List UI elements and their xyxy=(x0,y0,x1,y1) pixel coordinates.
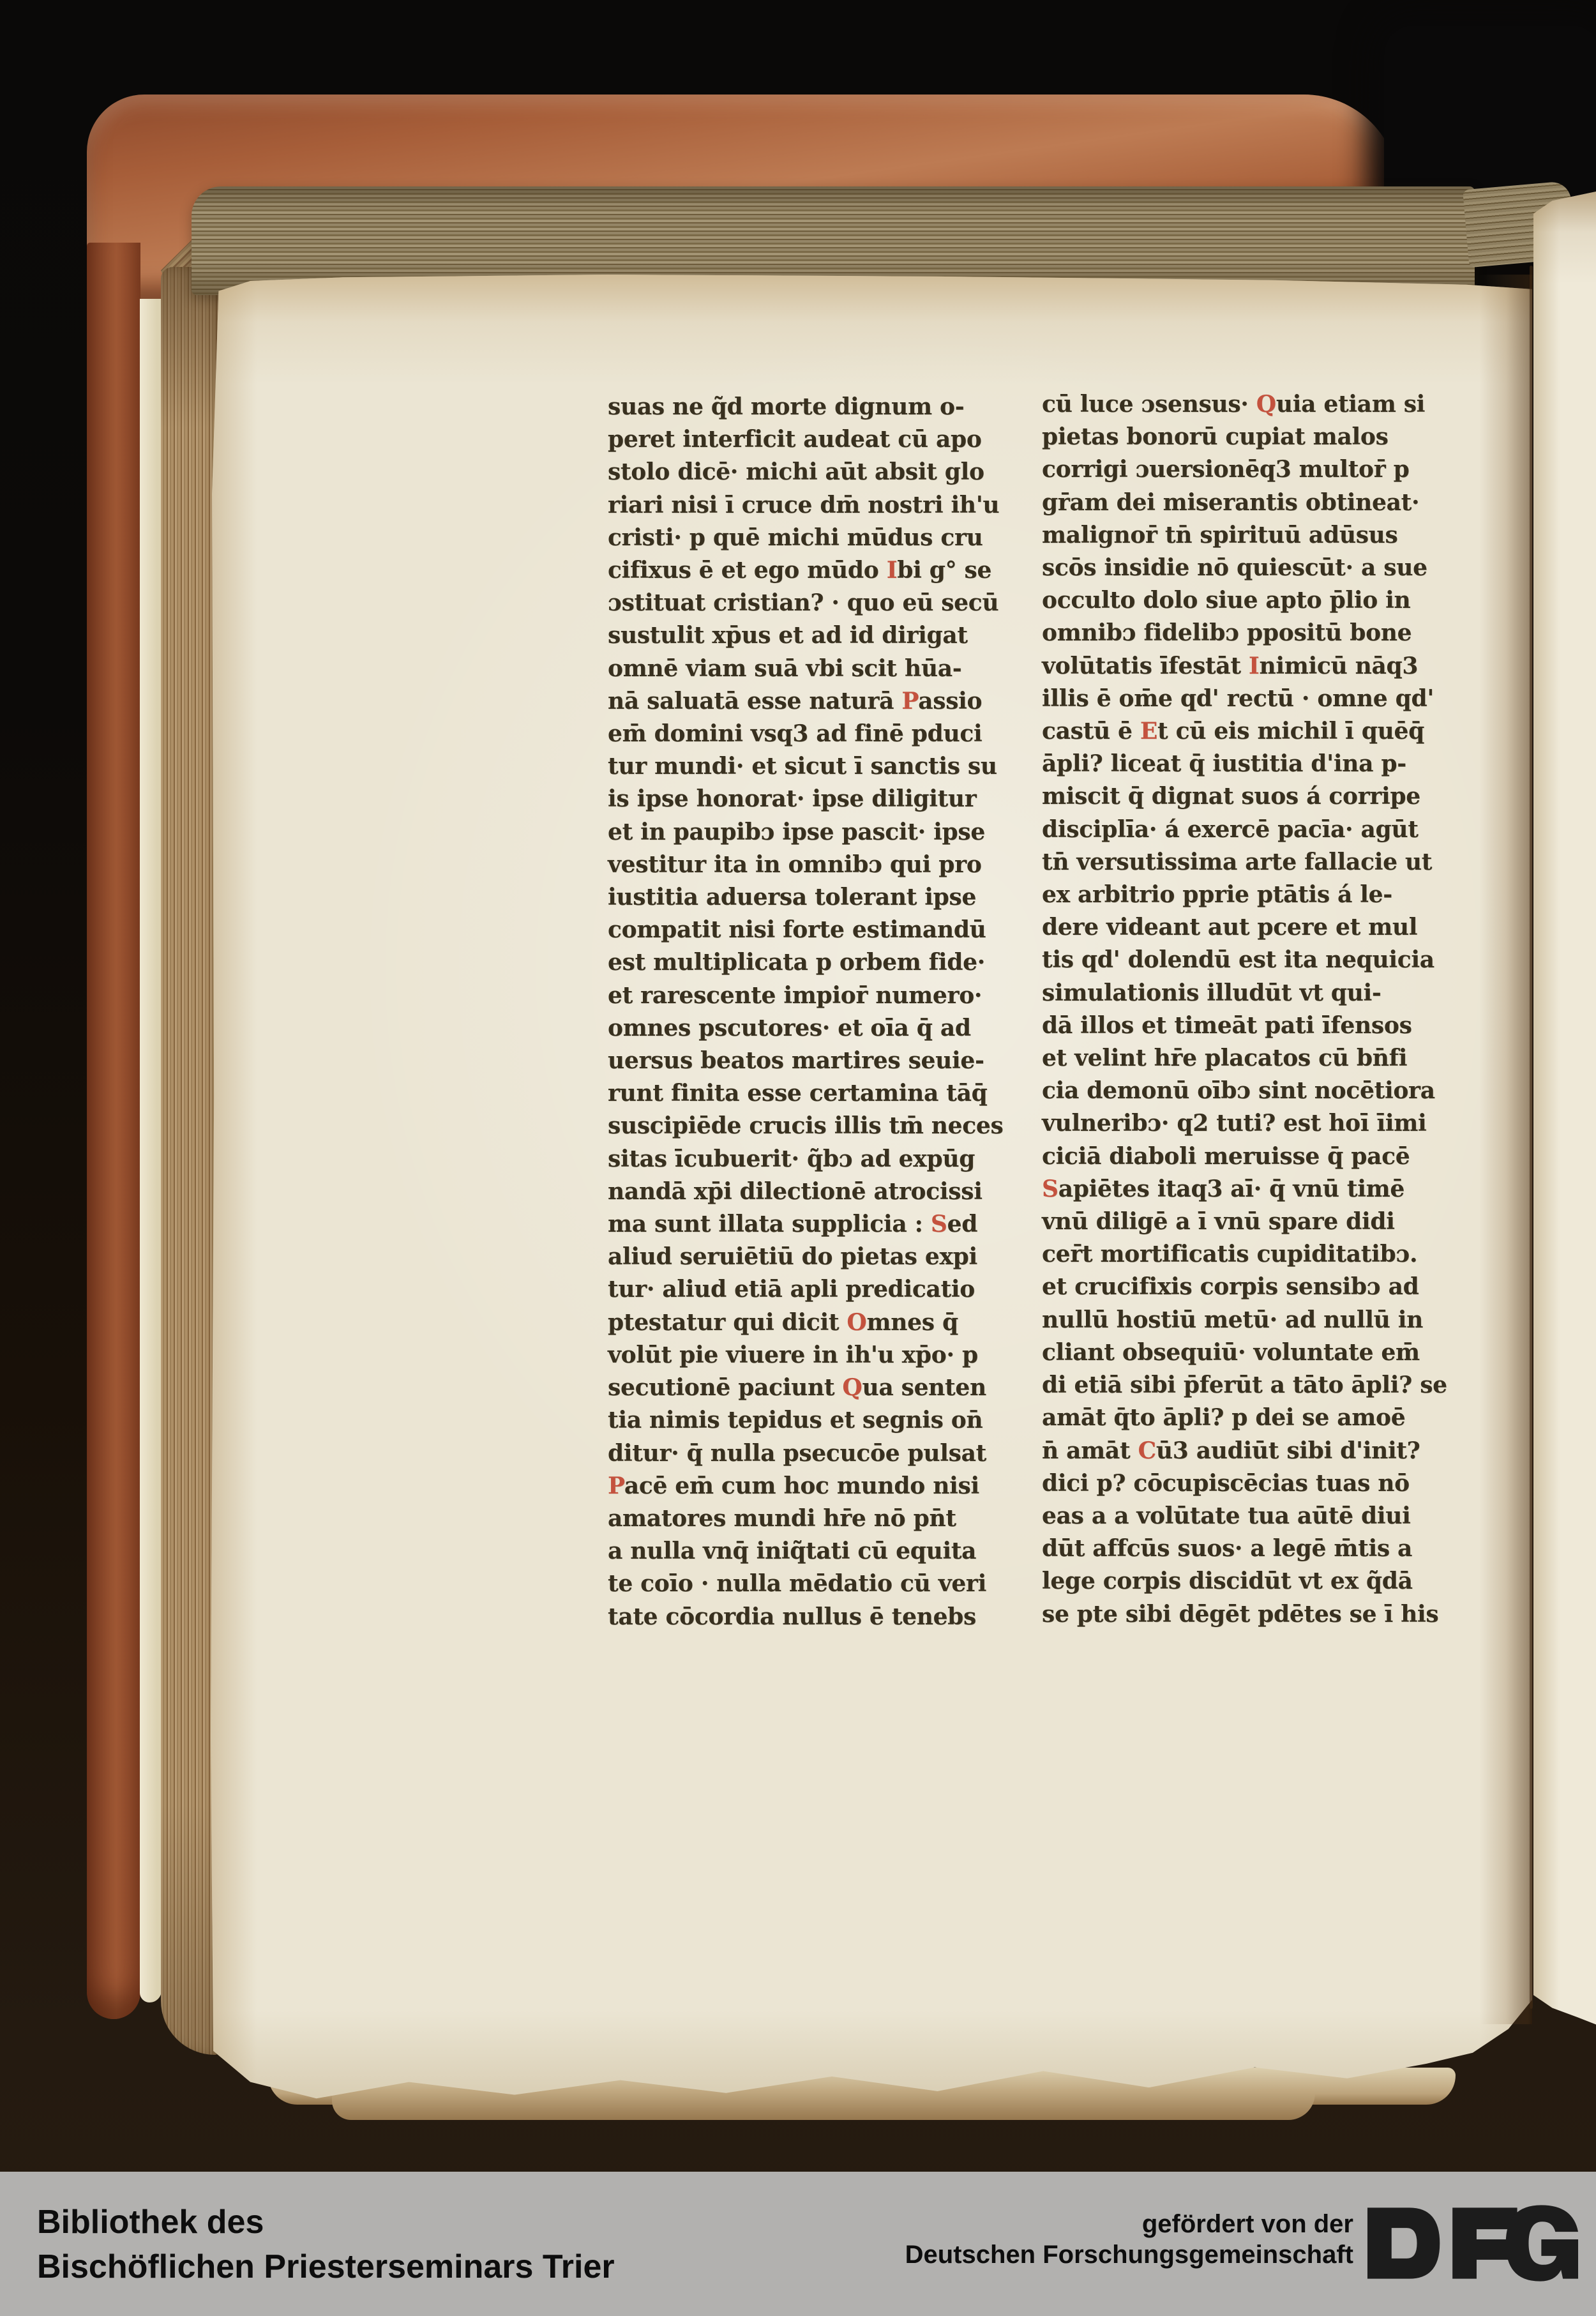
manuscript-text-line: nullū hostiū metū· ad nullū in xyxy=(1042,1306,1424,1333)
manuscript-text-line: cifixus ē et ego mūdo Ibi g° se xyxy=(608,557,992,584)
manuscript-text-line: ɔstituat cristian? · quo eū secū xyxy=(608,589,999,617)
dfg-logo xyxy=(1365,2204,1581,2283)
manuscript-text-line: n̄ amāt Cū3 audiūt sibi d'init? xyxy=(1042,1437,1420,1464)
manuscript-text-line: vnū diligē a ī vnū spare didi xyxy=(1042,1208,1395,1236)
rubricated-initial: S xyxy=(1042,1175,1058,1202)
text-column-left xyxy=(608,391,1004,1633)
endpaper-edge xyxy=(140,299,162,2002)
manuscript-text-line: Sapiētes itaq3 aī· q̄ vnū timē xyxy=(1042,1175,1404,1202)
manuscript-text-line: omnē viam suā vbi scit hūa- xyxy=(608,655,962,682)
manuscript-text-line: tur· aliud etiā apli predicatio xyxy=(608,1276,975,1303)
manuscript-text-line: ex arbitrio pprie ptātis á le- xyxy=(1042,881,1392,909)
manuscript-text-line: riari nisi ī cruce dm̄ nostri ih'u xyxy=(608,491,1000,518)
rubricated-initial: Q xyxy=(1256,391,1276,418)
manuscript-text-line: et velint hr̄e placatos cū bn̄fi xyxy=(1042,1045,1408,1072)
manuscript-text-line: volūtatis īfestāt Inimicū nāq3 xyxy=(1042,652,1419,679)
manuscript-text-line: dere videant aut pcere et mul xyxy=(1042,914,1418,941)
gutter-shadow xyxy=(1480,275,1532,2024)
manuscript-text-line: dici p? cōcupiscēcias tuas nō xyxy=(1042,1469,1410,1497)
manuscript-text-line: te coīo · nulla mēdatio cū veri xyxy=(608,1570,986,1598)
manuscript-text-line: āpli? liceat q̄ iustitia d'ina p- xyxy=(1042,750,1406,778)
manuscript-text-line: pietas bonorū cupiat malos xyxy=(1042,423,1389,451)
manuscript-text-line: amatores mundi hr̄e nō pn̄t xyxy=(608,1504,956,1532)
manuscript-text-line: cer̄t mortificatis cupiditatibɔ. xyxy=(1042,1241,1418,1268)
manuscript-text-line: lege corpis discidūt vt ex q̃dā xyxy=(1042,1568,1413,1595)
rubricated-initial: E xyxy=(1140,718,1158,745)
manuscript-text-line: ptestatur qui dicit Omnes q̄ xyxy=(608,1308,958,1336)
manuscript-text-line: peret interficit audeat cū apo xyxy=(608,426,982,453)
manuscript-text-line: castū ē Et cū eis michil ī quēq̄ xyxy=(1042,718,1424,745)
manuscript-text-line: tia nimis tepidus et segnis on̄ xyxy=(608,1407,983,1434)
manuscript-text-line: tn̄ versutissima arte fallacie ut xyxy=(1042,848,1433,875)
library-name-line1: Bibliothek des xyxy=(37,2204,264,2241)
manuscript-text-line: volūt pie viuere in ih'u xp̄o· p xyxy=(608,1341,978,1368)
funding-credit-line1: gefördert von der xyxy=(1141,2210,1353,2238)
dfg-logo-graphic xyxy=(1365,2204,1581,2283)
manuscript-text-line: cū luce ɔsensus· Quia etiam si xyxy=(1042,391,1426,418)
manuscript-text-line: aliud seruiētiū do pietas expi xyxy=(608,1243,977,1271)
manuscript-text-line: est multiplicata p orbem fide· xyxy=(608,949,985,976)
manuscript-text-line: Pacē em̄ cum hoc mundo nisi xyxy=(608,1472,979,1499)
manuscript-text-line: tur mundi· et sicut ī sanctis su xyxy=(608,753,997,780)
manuscript-text-line: ciciā diaboli meruisse q̄ pacē xyxy=(1042,1142,1410,1170)
manuscript-text-line: omnibɔ fidelibɔ ppositū bone xyxy=(1042,619,1412,647)
manuscript-text-line: ditur· q̄ nulla psecucōe pulsat xyxy=(608,1439,986,1467)
manuscript-text-line: et rarescente impior̄ numero· xyxy=(608,981,982,1009)
manuscript-text-line: simulationis illudūt vt qui- xyxy=(1042,979,1381,1006)
rubricated-initial: P xyxy=(901,687,919,715)
manuscript-text-line: omnes pscutores· et oīa q̄ ad xyxy=(608,1014,971,1041)
manuscript-text-line: cristi· p quē michi mūdus cru xyxy=(608,524,983,551)
manuscript-text-line: dūt affcūs suos· a legē m̄tis a xyxy=(1042,1535,1413,1563)
manuscript-text-line: nandā xp̄i dilectionē atrocissi xyxy=(608,1177,982,1205)
rubricated-initial: I xyxy=(886,557,898,584)
manuscript-text-line: vulneribɔ· q2 tuti? est hoī īimi xyxy=(1042,1110,1427,1137)
funding-credit xyxy=(905,2209,1353,2270)
facing-page-sliver xyxy=(1533,192,1596,2032)
text-column-right xyxy=(1042,388,1447,1631)
manuscript-text-line: gr̄am dei miserantis obtineat· xyxy=(1042,488,1420,516)
manuscript-text-line: amāt q̄to āpli? p dei se amoē xyxy=(1042,1404,1406,1432)
library-name-line2: Bischöflichen Priesterseminars Trier xyxy=(37,2248,615,2285)
manuscript-text-line: sitas īcubuerit· q̃bɔ ad expūg xyxy=(608,1145,975,1172)
manuscript-text-line: malignor̄ tn̄ spirituū adūsus xyxy=(1042,521,1398,549)
manuscript-text-line: suscipiēde crucis illis tm̄ neces xyxy=(608,1112,1004,1140)
gutter-crease xyxy=(1530,266,1533,2009)
funding-credit-line2: Deutschen Forschungsgemeinschaft xyxy=(905,2241,1353,2269)
manuscript-text-line: corrigi ɔuersionēq3 multor̄ p xyxy=(1042,456,1410,483)
manuscript-text-line: uersus beatos martires seuie- xyxy=(608,1047,984,1075)
manuscript-text-line: ma sunt illata supplicia : Sed xyxy=(608,1211,978,1238)
manuscript-text-line: scōs insidie nō quiescūt· a sue xyxy=(1042,554,1427,582)
manuscript-text-line: et crucifixis corpis sensibɔ ad xyxy=(1042,1273,1419,1301)
manuscript-text-line: miscit q̄ dignat suos á corripe xyxy=(1042,783,1420,810)
manuscript-text-line: et in paupibɔ ipse pascit· ipse xyxy=(608,818,985,845)
under-page-edge xyxy=(332,2089,1315,2120)
manuscript-text-line: dā illos et timeāt pati īfensos xyxy=(1042,1011,1412,1039)
manuscript-text-line: disciplīa· á exercē pacīa· agūt xyxy=(1042,815,1419,843)
manuscript-text-line: a nulla vnq̄ iniq̃tati cū equita xyxy=(608,1538,977,1565)
library-name xyxy=(37,2200,615,2289)
manuscript-text-line: vestitur ita in omnibɔ qui pro xyxy=(608,851,982,878)
rubricated-initial: I xyxy=(1248,652,1260,679)
manuscript-text-line: iustitia aduersa tolerant ipse xyxy=(608,884,977,911)
manuscript-text-line: occulto dolo siue apto p̄lio in xyxy=(1042,587,1411,614)
manuscript-text-line: nā saluatā esse naturā Passio xyxy=(608,687,982,715)
rubricated-initial: O xyxy=(847,1308,867,1336)
manuscript-text-line: cliant obsequiū· voluntate em̄ xyxy=(1042,1338,1420,1366)
manuscript-text-line: secutionē paciunt Qua senten xyxy=(608,1374,986,1402)
manuscript-text-line: illis ē om̄e qd' rectū · omne qd' xyxy=(1042,685,1434,712)
rubricated-initial: P xyxy=(608,1472,624,1499)
manuscript-text-line: em̄ domini vsq3 ad finē pduci xyxy=(608,720,982,748)
manuscript-text-line: cia demonū oībɔ sint nocētiora xyxy=(1042,1077,1435,1105)
manuscript-text-line: compatit nisi forte estimandū xyxy=(608,916,986,944)
rubricated-initial: C xyxy=(1138,1437,1156,1464)
manuscript-text-line: tis qd' dolendū est ita nequicia xyxy=(1042,946,1434,974)
book-cover-leather-left xyxy=(87,243,140,2019)
manuscript-text-line: di etiā sibi p̄ferūt a tāto āpli? se xyxy=(1042,1372,1447,1399)
manuscript-text-line: tate cōcordia nullus ē tenebs xyxy=(608,1603,977,1630)
manuscript-text-line: suas ne q̃d morte dignum o- xyxy=(608,393,965,420)
manuscript-text-line: sustulit xp̄us et ad id dirigat xyxy=(608,622,968,649)
rubricated-initial: S xyxy=(930,1211,947,1238)
manuscript-text-line: se pte sibi dēgēt pdētes se ī his xyxy=(1042,1600,1439,1628)
manuscript-text-line: runt finita esse certamina tāq̄ xyxy=(608,1080,988,1107)
rubricated-initial: Q xyxy=(842,1374,862,1402)
manuscript-text-line: is ipse honorat· ipse diligitur xyxy=(608,785,977,813)
footer-bar xyxy=(0,2172,1596,2316)
manuscript-text-line: eas a a volūtate tua aūtē diui xyxy=(1042,1502,1411,1529)
manuscript-text-line: stolo dicē· michi aūt absit glo xyxy=(608,458,984,486)
